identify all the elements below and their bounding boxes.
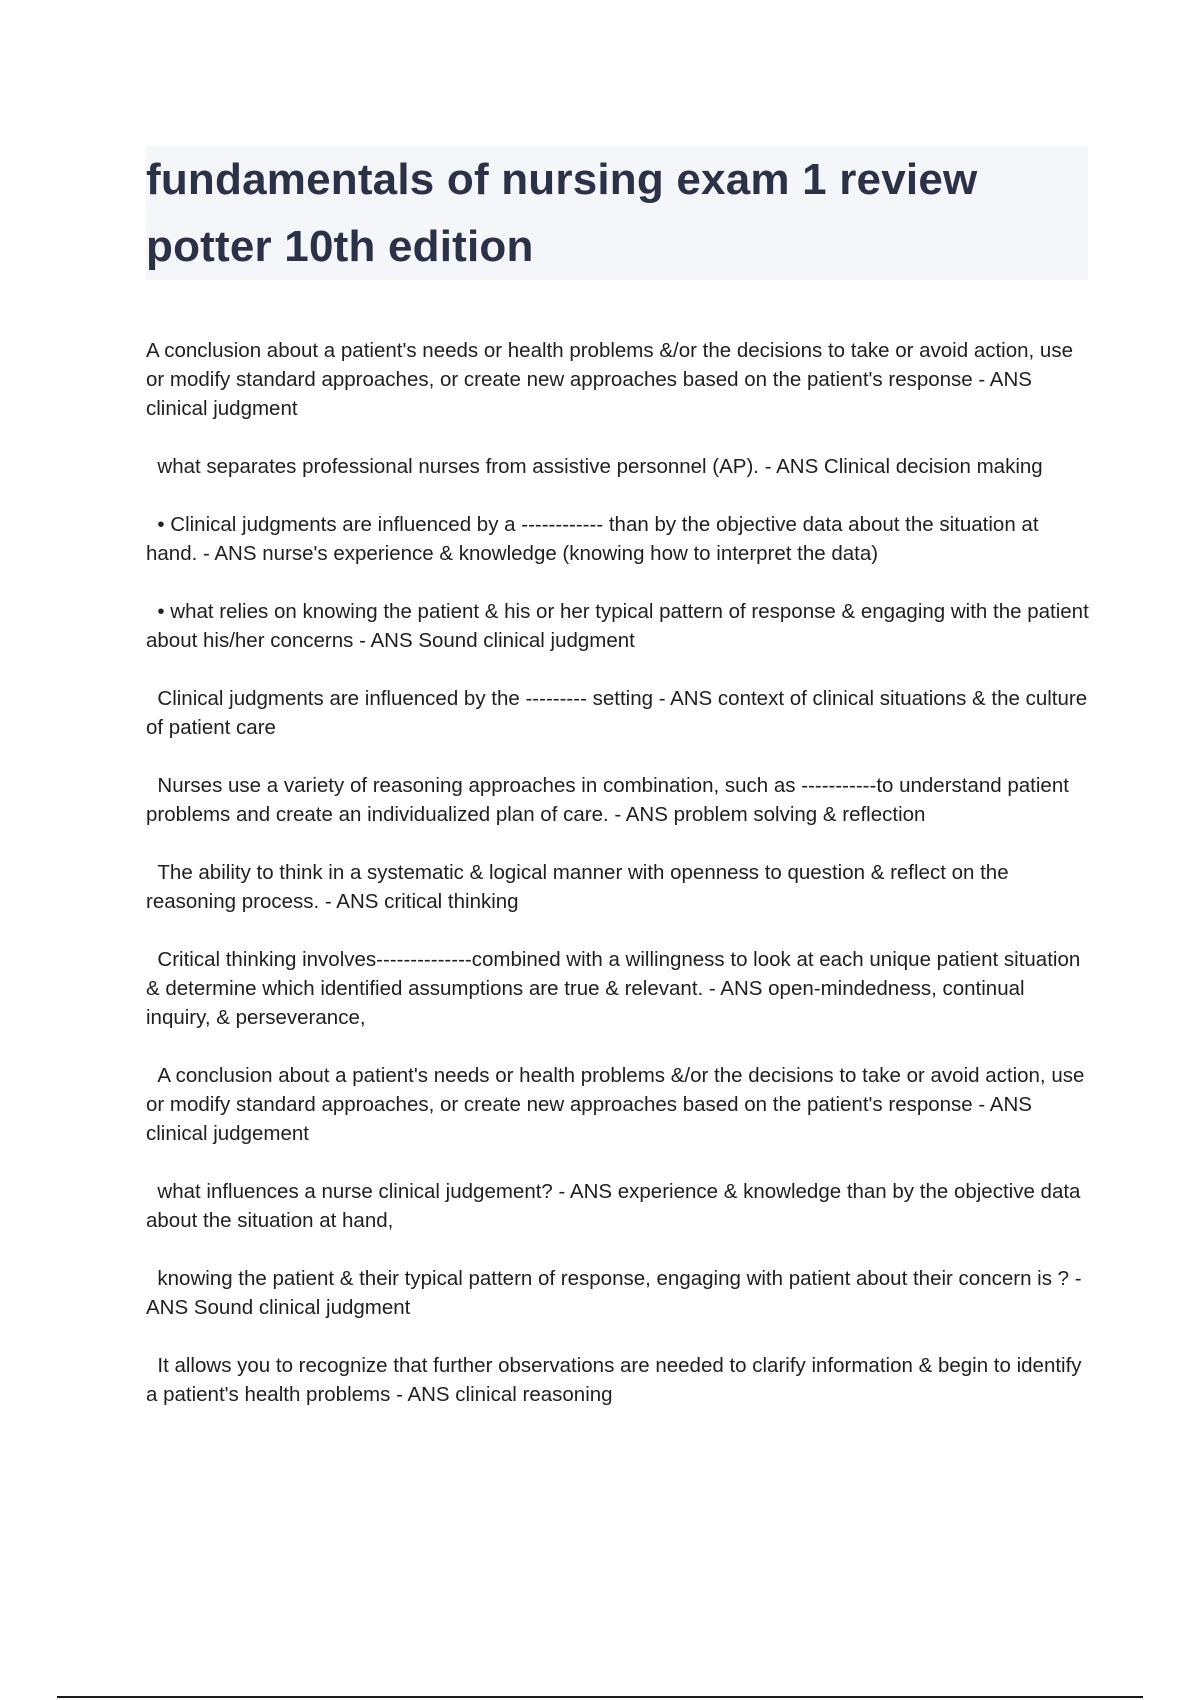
qa-entry: The ability to think in a systematic & logical manner with openness to question & reflect on the reasoning process. - ANS critical thinking	[146, 861, 1009, 913]
qa-entry: A conclusion about a patient's needs or health problems &/or the decisions to take or avoid action, use or modify standard approaches, or create new approaches based on the patient's response - ANS clinical judgment	[146, 339, 1073, 420]
qa-entry: knowing the patient & their typical pattern of response, engaging with patient about their concern is ? - ANS Sound clinical judgment	[146, 1267, 1082, 1319]
qa-entry: • what relies on knowing the patient & his or her typical pattern of response & engaging with the patient about his/her concerns - ANS Sound clinical judgment	[146, 600, 1089, 652]
qa-entry: what influences a nurse clinical judgement? - ANS experience & knowledge than by the objective data about the situation at hand,	[146, 1180, 1081, 1232]
qa-entry: Critical thinking involves--------------combined with a willingness to look at each unique patient situation & determine which identified assumptions are true & relevant. - ANS open-mindedness, continual inquiry, & perseverance,	[146, 948, 1081, 1029]
page-title: fundamentals of nursing exam 1 review potter 10th edition	[146, 155, 978, 271]
qa-entry: • Clinical judgments are influenced by a ------------ than by the objective data about the situation at hand. - ANS nurse's experience & knowledge (knowing how to interpret the data)	[146, 513, 1039, 565]
qa-entry: what separates professional nurses from assistive personnel (AP). - ANS Clinical decision making	[146, 455, 1043, 478]
footer-divider	[57, 1696, 1143, 1698]
qa-entry: It allows you to recognize that further observations are needed to clarify information & begin to identify a patient's health problems - ANS clinical reasoning	[146, 1354, 1082, 1406]
qa-entry: Clinical judgments are influenced by the --------- setting - ANS context of clinical situations & the culture of patient care	[146, 687, 1088, 739]
qa-list	[146, 336, 1090, 1438]
qa-entry: Nurses use a variety of reasoning approaches in combination, such as -----------to understand patient problems and create an individualized plan of care. - ANS problem solving & reflection	[146, 774, 1069, 826]
title-banner	[146, 146, 1088, 280]
qa-entry: A conclusion about a patient's needs or health problems &/or the decisions to take or avoid action, use or modify standard approaches, or create new approaches based on the patient's response - ANS clinical judgement	[146, 1064, 1085, 1145]
